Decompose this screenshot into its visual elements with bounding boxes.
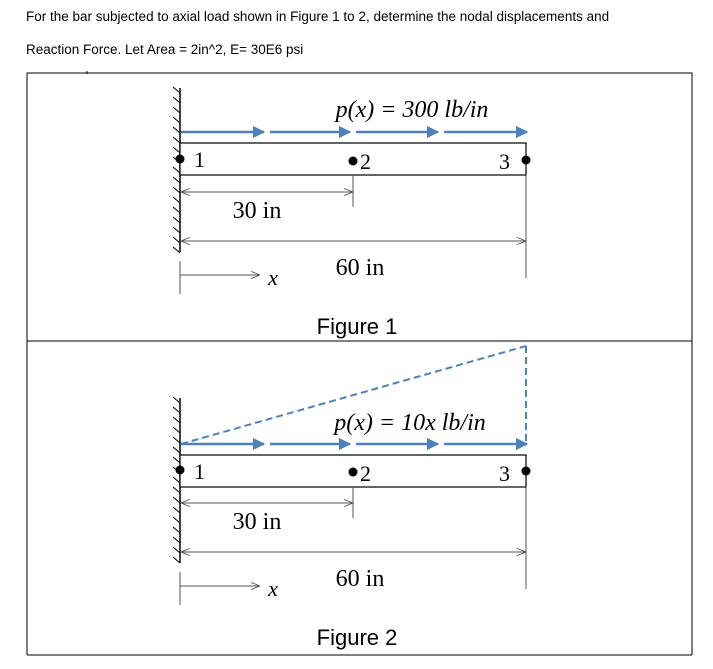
x-axis-arrow bbox=[180, 572, 260, 605]
node-2-label: 2 bbox=[360, 149, 371, 174]
node-3-label: 3 bbox=[499, 461, 510, 486]
node-2-dot bbox=[349, 468, 358, 477]
figure-2-caption: Figure 2 bbox=[316, 625, 398, 650]
dimension-30in: 30 in bbox=[232, 198, 282, 224]
node-3-dot bbox=[522, 467, 531, 476]
load-label: p(x) = 10x lb/in bbox=[334, 410, 486, 436]
x-axis-label: x bbox=[268, 265, 278, 290]
dimension-60in: 60 in bbox=[335, 255, 385, 281]
figure-1 bbox=[27, 73, 692, 341]
node-1-dot bbox=[176, 466, 185, 475]
problem-statement-line-2: Reaction Force. Let Area = 2in^2, E= 30E6 psi bbox=[26, 42, 304, 57]
figure-2 bbox=[27, 341, 692, 655]
dimension-60in: 60 in bbox=[335, 566, 385, 592]
node-3-label: 3 bbox=[499, 149, 510, 174]
load-label: p(x) = 300 lb/in bbox=[335, 97, 489, 123]
figure-1-caption: Figure 1 bbox=[316, 314, 398, 339]
dimension-30in: 30 in bbox=[232, 509, 282, 535]
node-2-dot bbox=[349, 157, 358, 166]
node-1-label: 1 bbox=[194, 459, 205, 484]
fixed-wall-support bbox=[173, 87, 180, 253]
x-axis-arrow bbox=[180, 261, 260, 294]
node-1-label: 1 bbox=[194, 147, 205, 172]
node-3-dot bbox=[522, 156, 531, 165]
fixed-wall-support bbox=[173, 397, 180, 563]
node-2-label: 2 bbox=[360, 461, 371, 486]
problem-statement-line-1: For the bar subjected to axial load shown in Figure 1 to 2, determine the nodal displacements and bbox=[26, 9, 610, 24]
node-1-dot bbox=[176, 155, 185, 164]
x-axis-label: x bbox=[268, 576, 278, 601]
